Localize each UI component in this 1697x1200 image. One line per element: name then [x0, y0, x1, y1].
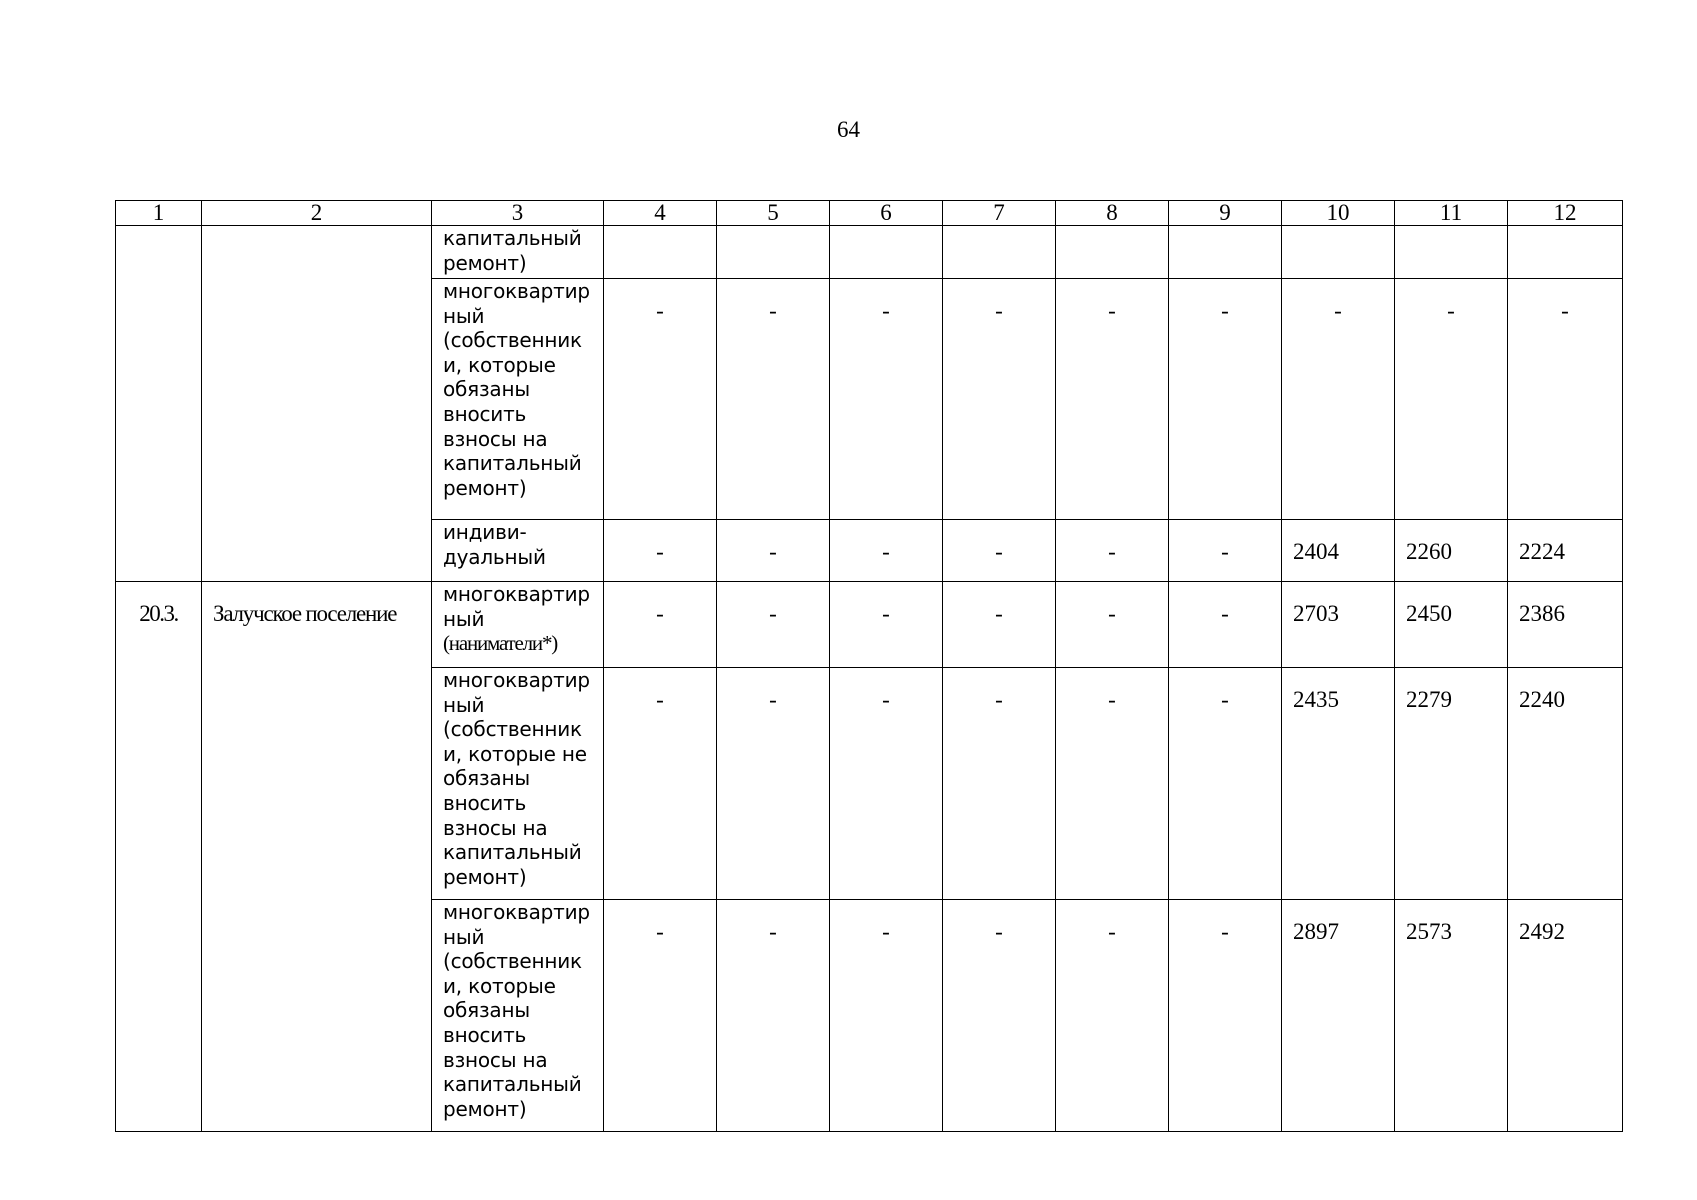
value-cell	[1395, 226, 1508, 279]
item-number-cell: 20.3.	[116, 582, 202, 1132]
value-cell: -	[943, 668, 1056, 900]
value-cell: -	[1169, 668, 1282, 900]
value-cell: -	[1395, 279, 1508, 520]
housing-type-cell: капитальный ремонт)	[432, 226, 604, 279]
header-cell: 2	[202, 201, 432, 226]
value-cell: 2573	[1395, 900, 1508, 1132]
housing-type-cell: многоквартир ный (собственник и, которые не обязаны вносить взносы на капитальный ремонт)	[432, 668, 604, 900]
value-cell: 2386	[1508, 582, 1623, 668]
header-cell: 11	[1395, 201, 1508, 226]
value-cell: -	[1282, 279, 1395, 520]
value-cell: -	[1056, 520, 1169, 582]
header-cell: 5	[717, 201, 830, 226]
value-cell: -	[830, 582, 943, 668]
tariff-table	[115, 200, 1623, 1132]
number-cell-empty	[116, 226, 202, 582]
header-cell: 12	[1508, 201, 1623, 226]
header-cell: 9	[1169, 201, 1282, 226]
header-cell: 4	[604, 201, 717, 226]
value-cell	[1508, 226, 1623, 279]
value-cell: -	[717, 582, 830, 668]
table-row	[116, 582, 1623, 668]
value-cell: -	[1056, 668, 1169, 900]
value-cell: -	[943, 582, 1056, 668]
value-cell: -	[1169, 900, 1282, 1132]
value-cell: -	[604, 900, 717, 1132]
value-cell: 2404	[1282, 520, 1395, 582]
value-cell	[830, 226, 943, 279]
table-row	[116, 226, 1623, 279]
value-cell: -	[830, 520, 943, 582]
value-cell: 2897	[1282, 900, 1395, 1132]
value-cell: -	[717, 279, 830, 520]
value-cell: -	[830, 668, 943, 900]
value-cell: -	[1056, 900, 1169, 1132]
value-cell: -	[830, 279, 943, 520]
value-cell: -	[717, 900, 830, 1132]
value-cell: -	[1056, 582, 1169, 668]
value-cell	[604, 226, 717, 279]
value-cell: -	[1169, 582, 1282, 668]
header-row	[116, 201, 1623, 226]
housing-type-cell: индиви- дуальный	[432, 520, 604, 582]
value-cell: -	[943, 520, 1056, 582]
value-cell: 2240	[1508, 668, 1623, 900]
page-number: 64	[837, 117, 860, 142]
value-cell: 2450	[1395, 582, 1508, 668]
value-cell: -	[604, 582, 717, 668]
value-cell	[943, 226, 1056, 279]
value-cell	[1056, 226, 1169, 279]
value-cell: -	[717, 520, 830, 582]
value-cell: -	[830, 900, 943, 1132]
housing-type-condensed-text: (наниматели*)	[443, 631, 558, 656]
header-cell: 7	[943, 201, 1056, 226]
value-cell: -	[604, 520, 717, 582]
value-cell: 2260	[1395, 520, 1508, 582]
header-cell: 6	[830, 201, 943, 226]
settlement-name-cell: Залучское поселение	[202, 582, 432, 1132]
value-cell: 2703	[1282, 582, 1395, 668]
value-cell: -	[1508, 279, 1623, 520]
value-cell: -	[604, 668, 717, 900]
header-cell: 3	[432, 201, 604, 226]
value-cell: 2279	[1395, 668, 1508, 900]
value-cell	[1282, 226, 1395, 279]
value-cell: 2492	[1508, 900, 1623, 1132]
settlement-cell-empty	[202, 226, 432, 582]
value-cell	[717, 226, 830, 279]
value-cell: -	[1169, 520, 1282, 582]
value-cell: -	[943, 900, 1056, 1132]
header-cell: 1	[116, 201, 202, 226]
value-cell: -	[717, 668, 830, 900]
value-cell: -	[1056, 279, 1169, 520]
value-cell: -	[943, 279, 1056, 520]
housing-type-cell: многоквартир ный (наниматели*)	[432, 582, 604, 668]
value-cell	[1169, 226, 1282, 279]
value-cell: -	[1169, 279, 1282, 520]
housing-type-cell: многоквартир ный (собственник и, которые обязаны вносить взносы на капитальный ремонт)	[432, 279, 604, 520]
housing-type-cell: многоквартир ный (собственник и, которые обязаны вносить взносы на капитальный ремонт)	[432, 900, 604, 1132]
value-cell: 2224	[1508, 520, 1623, 582]
value-cell: -	[604, 279, 717, 520]
value-cell: 2435	[1282, 668, 1395, 900]
header-cell: 10	[1282, 201, 1395, 226]
header-cell: 8	[1056, 201, 1169, 226]
